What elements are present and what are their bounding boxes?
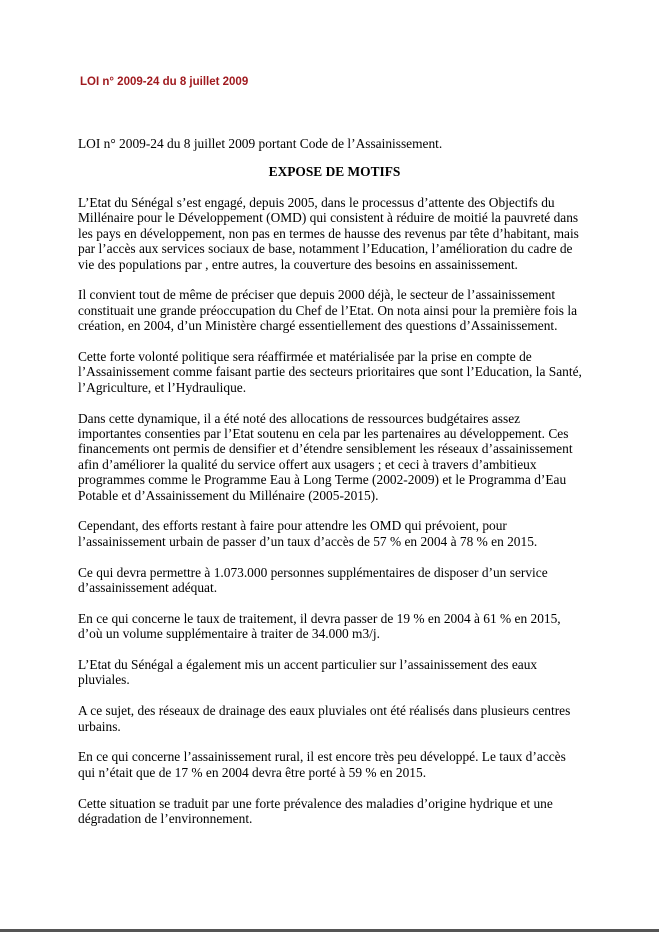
paragraph-line: Cette situation se traduit par une forte prévalence des maladies d’origine hydrique et une [78,795,553,811]
paragraph-line: En ce qui concerne le taux de traitement, il devra passer de 19 % en 2004 à 61 % en 2015, [78,610,561,626]
paragraph [78,349,598,395]
paragraph-line: importantes consenties par l’Etat soutenu en cela par les partenaires au développement. Ces [78,426,569,442]
law-reference-header: LOI n° 2009-24 du 8 juillet 2009 [80,76,249,88]
section-heading: EXPOSE DE MOTIFS [268,164,401,179]
paragraph-line: dégradation de l’environnement. [78,811,253,827]
paragraph [78,411,598,503]
paragraph-line: Cette forte volonté politique sera réaffirmée et matérialisée par la prise en compte de [78,349,532,365]
paragraph [78,565,598,596]
paragraph [78,611,598,642]
document-title: LOI n° 2009-24 du 8 juillet 2009 portant Code de l’Assainissement. [78,136,443,151]
paragraph-line: constituait une grande préoccupation du Chef de l’Etat. On nota ainsi pour la première fois la [78,302,578,318]
paragraph-line: L’Etat du Sénégal a également mis un accent particulier sur l’assainissement des eaux [78,657,538,673]
paragraph [78,518,598,549]
paragraph-line: l’Agriculture, et l’Hydraulique. [78,379,247,395]
paragraph-line: les pays en développement, non pas en termes de hausse des revenus par tête d’habitant, mais [78,225,579,241]
paragraph-line: urbains. [78,718,121,734]
paragraph [78,657,598,688]
paragraph-line: par l’accès aux services sociaux de base, notamment l’Education, l’amélioration du cadre de [78,241,573,257]
paragraph-line: L’Etat du Sénégal s’est engagé, depuis 2005, dans le processus d’attente des Objectifs du [78,195,555,210]
paragraph-line: l’Assainissement comme faisant partie des secteurs prioritaires que sont l’Education, la Santé, [78,364,582,380]
paragraph [78,749,598,780]
paragraph-line: Millénaire pour le Développement (OMD) qui consistent à réduire de moitié la pauvreté dans [78,210,579,226]
document-body [78,195,598,842]
paragraph-line: Il convient tout de même de préciser que depuis 2000 déjà, le secteur de l’assainissement [78,287,556,303]
paragraph [78,796,598,827]
paragraph-line: qui n’était que de 17 % en 2004 devra être porté à 59 % en 2015. [78,764,427,780]
paragraph-line: A ce sujet, des réseaux de drainage des eaux pluviales ont été réalisés dans plusieurs centres [78,703,571,719]
paragraph-line: financements ont permis de densifier et d’étendre sensiblement les réseaux d’assainissement [78,441,573,457]
paragraph-line: Dans cette dynamique, il a été noté des allocations de ressources budgétaires assez [78,410,521,426]
paragraph-line: d’assainissement adéquat. [78,580,218,596]
paragraph-line: d’où un volume supplémentaire à traiter de 34.000 m3/j. [78,626,380,642]
paragraph-line: programmes comme le Programme Eau à Long Terme (2002-2009) et le Programma d’Eau [78,472,567,488]
paragraph-line: l’assainissement urbain de passer d’un taux d’accès de 57 % en 2004 à 78 % en 2015. [78,533,538,549]
paragraph-line: Ce qui devra permettre à 1.073.000 personnes supplémentaires de disposer d’un service [78,564,548,580]
paragraph-line: Cependant, des efforts restant à faire pour attendre les OMD qui prévoient, pour [78,518,507,534]
paragraph [78,703,598,734]
paragraph-line: En ce qui concerne l’assainissement rural, il est encore très peu développé. Le taux d’accès [78,749,566,765]
paragraph [78,287,598,333]
paragraph-line: vie des populations par , entre autres, la couverture des besoins en assainissement. [78,256,518,272]
paragraph-line: afin d’améliorer la qualité du service offert aux usagers ; et ceci à travers d’ambitieux [78,456,537,472]
paragraph-line: pluviales. [78,672,130,688]
paragraph [78,195,598,272]
paragraph-line: création, en 2004, d’un Ministère chargé essentiellement des questions d’Assainissement. [78,318,558,334]
paragraph-line: Potable et d’Assainissement du Millénaire (2005-2015). [78,487,379,503]
